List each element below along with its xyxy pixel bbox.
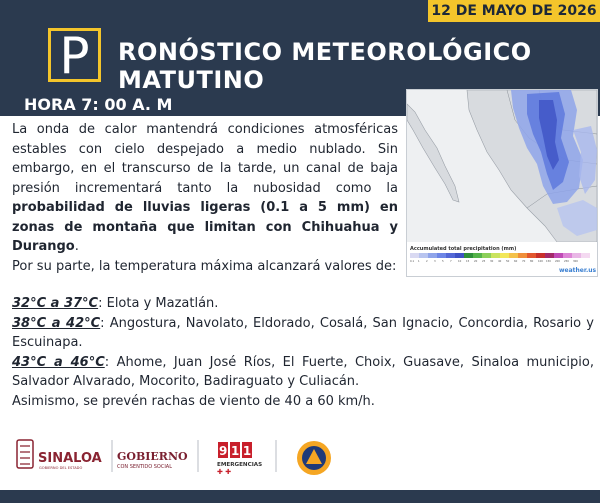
gobierno-logo-subtext: CON SENTIDO SOCIAL: [117, 464, 173, 470]
scale-label: 150: [546, 260, 551, 263]
paragraph-1-text: La onda de calor mantendrá condiciones atmosféricas estables con cielo despejado a medio nublado. Sin embargo, en el transcurso de la tarde, un canal de baja presión incrementará tanto la nubosidad como la: [12, 122, 398, 196]
scale-label: 3: [434, 260, 436, 263]
precipitation-scale: [410, 253, 590, 258]
precipitation-map-graphic: [407, 90, 597, 276]
scale-label: 300: [573, 260, 578, 263]
scale-label: 250: [564, 260, 569, 263]
civil-protection-icon: [297, 441, 331, 475]
emergencias-text: EMERGENCIAS: [217, 462, 263, 468]
scale-label: 25: [482, 260, 486, 263]
title-initial-box: [48, 27, 101, 85]
scale-label: 15: [466, 260, 470, 263]
sinaloa-logo-text: SINALOA: [38, 451, 102, 466]
scale-label: 70: [522, 260, 526, 263]
temperature-range-3: [12, 353, 594, 392]
sinaloa-logo-subtext: GOBIERNO DEL ESTADO: [39, 466, 83, 470]
range-label: 43°C a 46°C: [12, 354, 105, 370]
map-legend-title: Accumulated total precipitation (mm): [410, 246, 517, 252]
precipitation-map: [406, 89, 598, 277]
scale-label: 60: [514, 260, 518, 263]
scale-label: 5: [442, 260, 444, 263]
range-label: 32°C a 37°C: [12, 296, 99, 311]
rain-highlight: probabilidad de lluvias ligeras (0.1 a 5 mm) en zonas de montaña que limitan con Chihuahua y Durango: [12, 200, 398, 254]
range-places: : Elota y Mazatlán.: [98, 296, 219, 311]
forecast-hour: HORA 7: 00 A. M: [24, 95, 173, 114]
footer-logos: [0, 428, 600, 490]
scale-label: 30: [490, 260, 494, 263]
title-initial: P: [59, 27, 90, 85]
temperature-range-1: [12, 294, 594, 314]
title-line-2: MATUTINO: [118, 66, 265, 94]
emergency-number: 911: [219, 444, 255, 458]
wind-note: Asimismo, se prevén rachas de viento de 40 a 60 km/h.: [12, 393, 375, 409]
forecast-paragraph-2: Por su parte, la temperatura máxima alcanzará valores de:: [12, 258, 397, 274]
bottom-bar: [0, 490, 600, 503]
scale-label: 0.1: [410, 260, 415, 263]
scale-label: 40: [498, 260, 502, 263]
page-title: [118, 38, 532, 94]
map-brand-logo: weather.us: [559, 267, 597, 274]
gobierno-logo-text: GOBIERNO: [117, 450, 188, 463]
footer-logos-graphic: [0, 428, 600, 490]
title-line-1: RONÓSTICO METEOROLÓGICO: [118, 38, 532, 66]
range-label: 38°C a 42°C: [12, 315, 101, 331]
scale-label: 100: [538, 260, 543, 263]
scale-label: 80: [530, 260, 534, 263]
scale-label: 50: [506, 260, 510, 263]
scale-label: 7: [450, 260, 452, 263]
temperature-range-2: [12, 314, 594, 353]
scale-label: 1: [418, 260, 420, 263]
temperature-list: [12, 294, 594, 411]
range-places: : Ahome, Juan José Ríos, El Fuerte, Choix, Guasave, Sinaloa municipio, Salvador Alvarado, Mocorito, Badiraguato y Culiacán.: [12, 354, 594, 389]
sinaloa-emblem-icon: [17, 440, 33, 468]
forecast-text: [12, 120, 398, 276]
scale-label: 20: [474, 260, 478, 263]
range-places: : Angostura, Navolato, Eldorado, Cosalá, San Ignacio, Concordia, Rosario y Escuinapa.: [12, 315, 595, 350]
forecast-paragraph-1: [12, 120, 398, 257]
date-badge: 12 DE MAYO DE 2026: [428, 0, 600, 22]
scale-label: 2: [426, 260, 428, 263]
scale-label: 10: [458, 260, 462, 263]
scale-label: 200: [555, 260, 560, 263]
emergency-symbols: ✚ ✚: [217, 468, 232, 476]
paragraph-1-end: .: [74, 239, 79, 254]
